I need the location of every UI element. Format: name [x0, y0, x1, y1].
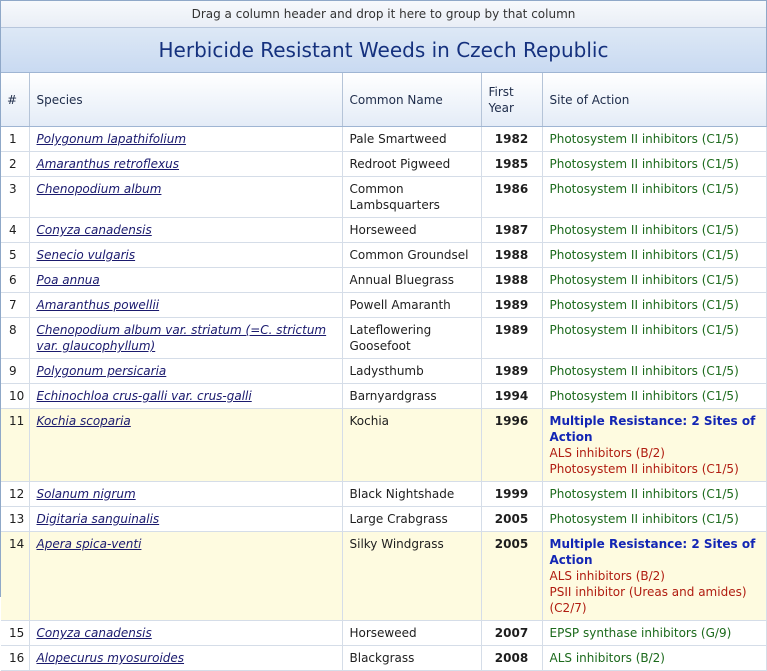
row-number: 3: [1, 177, 29, 218]
first-year-cell: 2008: [481, 646, 542, 671]
species-link[interactable]: Chenopodium album var. striatum (=C. strictum var. glaucophyllum): [36, 323, 327, 353]
site-of-action-cell: [542, 359, 766, 384]
species-link[interactable]: Kochia scoparia: [36, 414, 131, 428]
first-year-cell: 2005: [481, 507, 542, 532]
first-year-label-line2: Year: [488, 100, 514, 115]
site-of-action-cell: [542, 409, 766, 482]
row-number: 9: [1, 359, 29, 384]
first-year-cell: 1989: [481, 359, 542, 384]
first-year-cell: 1996: [481, 409, 542, 482]
species-cell: [29, 268, 342, 293]
common-name-cell: Silky Windgrass: [342, 532, 481, 621]
multiple-resistance-label: Multiple Resistance: 2 Sites of Action: [549, 537, 756, 567]
species-cell: [29, 507, 342, 532]
site-of-action-cell: [542, 293, 766, 318]
first-year-cell: 1987: [481, 218, 542, 243]
row-number: 13: [1, 507, 29, 532]
table-row[interactable]: [1, 646, 766, 671]
common-name-cell: Common Groundsel: [342, 243, 481, 268]
row-number: 14: [1, 532, 29, 621]
row-number: 12: [1, 482, 29, 507]
column-header-common-name[interactable]: Common Name: [342, 73, 481, 127]
common-name-cell: Black Nightshade: [342, 482, 481, 507]
species-link[interactable]: Chenopodium album: [36, 182, 162, 196]
common-name-cell: Common Lambsquarters: [342, 177, 481, 218]
site-of-action-cell: [542, 318, 766, 359]
common-name-cell: Lateflowering Goosefoot: [342, 318, 481, 359]
site-of-action-entry: Photosystem II inhibitors (C1/5): [549, 389, 739, 403]
site-of-action-entry: Photosystem II inhibitors (C1/5): [549, 512, 739, 526]
table-row[interactable]: [1, 152, 766, 177]
header-row: [1, 73, 766, 127]
species-cell: [29, 318, 342, 359]
first-year-cell: 1988: [481, 243, 542, 268]
common-name-cell: Horseweed: [342, 621, 481, 646]
row-number: 7: [1, 293, 29, 318]
table-row[interactable]: [1, 482, 766, 507]
site-of-action-entry: Photosystem II inhibitors (C1/5): [549, 223, 739, 237]
table-row[interactable]: [1, 384, 766, 409]
common-name-cell: Barnyardgrass: [342, 384, 481, 409]
grid-title: Herbicide Resistant Weeds in Czech Republic: [1, 28, 766, 73]
site-of-action-cell: [542, 621, 766, 646]
site-of-action-entry: Photosystem II inhibitors (C1/5): [549, 157, 739, 171]
common-name-cell: Ladysthumb: [342, 359, 481, 384]
first-year-label-line1: First: [488, 84, 514, 99]
column-header-first-year[interactable]: [481, 73, 542, 127]
table-row[interactable]: [1, 318, 766, 359]
first-year-cell: 2005: [481, 532, 542, 621]
first-year-cell: 1988: [481, 268, 542, 293]
site-of-action-cell: [542, 152, 766, 177]
site-of-action-entry: Photosystem II inhibitors (C1/5): [549, 487, 739, 501]
site-of-action-cell: [542, 482, 766, 507]
table-row[interactable]: [1, 293, 766, 318]
common-name-cell: Kochia: [342, 409, 481, 482]
row-number: 2: [1, 152, 29, 177]
first-year-cell: 1985: [481, 152, 542, 177]
species-cell: [29, 243, 342, 268]
common-name-cell: Annual Bluegrass: [342, 268, 481, 293]
first-year-cell: 1989: [481, 293, 542, 318]
site-of-action-entry: ALS inhibitors (B/2): [549, 651, 665, 665]
common-name-cell: Powell Amaranth: [342, 293, 481, 318]
site-of-action-cell: [542, 646, 766, 671]
table-row[interactable]: [1, 507, 766, 532]
site-of-action-cell: [542, 507, 766, 532]
table-row[interactable]: [1, 621, 766, 646]
first-year-cell: 1999: [481, 482, 542, 507]
common-name-cell: Blackgrass: [342, 646, 481, 671]
common-name-cell: Horseweed: [342, 218, 481, 243]
row-number: 11: [1, 409, 29, 482]
site-of-action-cell: [542, 268, 766, 293]
first-year-cell: 1982: [481, 127, 542, 152]
row-number: 5: [1, 243, 29, 268]
species-link[interactable]: Solanum nigrum: [36, 487, 136, 501]
site-of-action-entry: Photosystem II inhibitors (C1/5): [549, 298, 739, 312]
first-year-cell: 1986: [481, 177, 542, 218]
species-cell: [29, 482, 342, 507]
table-row[interactable]: [1, 243, 766, 268]
table-row[interactable]: [1, 127, 766, 152]
species-link[interactable]: Amaranthus retroflexus: [36, 157, 180, 171]
species-cell: [29, 293, 342, 318]
species-cell: [29, 532, 342, 621]
site-of-action-entry: Photosystem II inhibitors (C1/5): [549, 182, 739, 196]
multiple-resistance-label: Multiple Resistance: 2 Sites of Action: [549, 414, 756, 444]
species-link[interactable]: Senecio vulgaris: [36, 248, 136, 262]
table-row[interactable]: [1, 218, 766, 243]
row-number: 15: [1, 621, 29, 646]
site-of-action-entry: Photosystem II inhibitors (C1/5): [549, 248, 739, 262]
table-row[interactable]: [1, 532, 766, 621]
table-row[interactable]: [1, 177, 766, 218]
site-of-action-cell: [542, 532, 766, 621]
species-cell: [29, 621, 342, 646]
site-of-action-entry: Photosystem II inhibitors (C1/5): [549, 364, 739, 378]
site-of-action-cell: [542, 177, 766, 218]
site-of-action-entry: Photosystem II inhibitors (C1/5): [549, 273, 739, 287]
row-number: 1: [1, 127, 29, 152]
site-of-action-entry: ALS inhibitors (B/2): [549, 569, 665, 583]
row-number: 6: [1, 268, 29, 293]
species-cell: [29, 646, 342, 671]
first-year-cell: 2007: [481, 621, 542, 646]
weeds-table: [1, 73, 767, 671]
site-of-action-cell: [542, 218, 766, 243]
species-cell: [29, 177, 342, 218]
row-number: 8: [1, 318, 29, 359]
species-link[interactable]: Apera spica-venti: [36, 537, 142, 551]
species-link[interactable]: Polygonum lapathifolium: [36, 132, 187, 146]
site-of-action-entry: ALS inhibitors (B/2): [549, 446, 665, 460]
species-link[interactable]: Amaranthus powellii: [36, 298, 160, 312]
species-cell: [29, 127, 342, 152]
species-link[interactable]: Conyza canadensis: [36, 223, 152, 237]
site-of-action-entry: Photosystem II inhibitors (C1/5): [549, 132, 739, 146]
column-header-site-of-action[interactable]: Site of Action: [542, 73, 766, 127]
site-of-action-entry: EPSP synthase inhibitors (G/9): [549, 626, 732, 640]
grid-body: [1, 127, 766, 671]
group-by-drop-area[interactable]: Drag a column header and drop it here to group by that column: [1, 1, 766, 28]
common-name-cell: Pale Smartweed: [342, 127, 481, 152]
species-cell: [29, 409, 342, 482]
column-header-species[interactable]: Species: [29, 73, 342, 127]
species-link[interactable]: Polygonum persicaria: [36, 364, 167, 378]
first-year-cell: 1994: [481, 384, 542, 409]
site-of-action-cell: [542, 127, 766, 152]
species-link[interactable]: Echinochloa crus-galli var. crus-galli: [36, 389, 252, 403]
species-cell: [29, 152, 342, 177]
site-of-action-cell: [542, 243, 766, 268]
column-header-number[interactable]: #: [1, 73, 29, 127]
row-number: 10: [1, 384, 29, 409]
row-number: 4: [1, 218, 29, 243]
species-cell: [29, 384, 342, 409]
species-link[interactable]: Alopecurus myosuroides: [36, 651, 185, 665]
common-name-cell: Large Crabgrass: [342, 507, 481, 532]
row-number: 16: [1, 646, 29, 671]
species-cell: [29, 359, 342, 384]
site-of-action-entry: PSII inhibitor (Ureas and amides) (C2/7): [549, 585, 747, 615]
species-cell: [29, 218, 342, 243]
site-of-action-cell: [542, 384, 766, 409]
species-link[interactable]: Digitaria sanguinalis: [36, 512, 160, 526]
species-link[interactable]: Conyza canadensis: [36, 626, 152, 640]
species-link[interactable]: Poa annua: [36, 273, 100, 287]
table-row[interactable]: [1, 268, 766, 293]
table-row[interactable]: [1, 409, 766, 482]
site-of-action-entry: Photosystem II inhibitors (C1/5): [549, 323, 739, 337]
site-of-action-entry: Photosystem II inhibitors (C1/5): [549, 462, 739, 476]
common-name-cell: Redroot Pigweed: [342, 152, 481, 177]
table-row[interactable]: [1, 359, 766, 384]
first-year-cell: 1989: [481, 318, 542, 359]
